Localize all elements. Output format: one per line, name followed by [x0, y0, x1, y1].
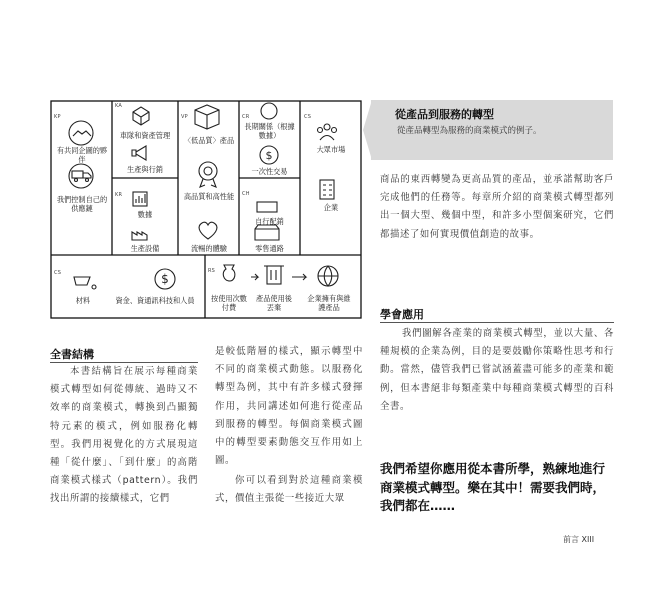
ka-marketing-label: 生產與行銷 [127, 165, 163, 174]
cs-enterprise-label: 企業 [323, 203, 339, 212]
kr-data-label: 數據 [137, 210, 153, 219]
people-icon [324, 124, 330, 130]
kp-partners-label: 有共同企圖的夥伴 [56, 146, 108, 164]
cost-resources-label: 資金、資通訊科技和人員 [115, 296, 195, 305]
megaphone-icon [132, 146, 146, 160]
page-footer: 前言 XIII [563, 535, 595, 544]
summary-paragraph: 本書結構旨在展示每種商業模式轉型如何從傳統、過時又不效率的商業模式，轉換到凸顯獨特元素的模式，例如服務化轉型。我們用視覺化的方式展現這種「從什麼」、「到什麼」的高階商業模式樣式（pattern）。我們找出所謂的接續樣式，它們 [50, 366, 198, 505]
code-cr: CR [242, 114, 250, 120]
money-bag-icon [223, 265, 235, 281]
middle-paragraph-1: 是較低階層的樣式，顯示轉型中不同的商業模式動態。以服務化轉型為例，其中有許多樣式發揮作用，共同講述如何進行從產品到服務的轉型。每個商業模式圖中的轉型要素動態交互作用如上圖。 [215, 346, 363, 467]
factory-icon [132, 232, 147, 240]
arrow-icon-1 [251, 274, 258, 280]
callout-title: 從產品到服務的轉型 [395, 108, 494, 121]
ch-retail-label: 零售通路 [255, 244, 284, 253]
callout-body: 從產品轉型為服務的商業模式的例子。 [397, 126, 542, 136]
code-ka: KA [115, 103, 123, 109]
arrow-icon-2 [292, 274, 306, 280]
truck-small-icon [257, 202, 277, 212]
vp-quality-label: 高品質和高性能 [183, 192, 235, 201]
middle-paragraph-2: 你可以看到對於這種商業模式，價值主張從一些接近大眾 [215, 475, 363, 505]
truck-icon [69, 164, 93, 188]
code-ch: CH [242, 191, 250, 197]
kr-equipment-label: 生產設備 [130, 244, 160, 253]
cs-mass-label: 大眾市場 [316, 145, 346, 154]
right-intro-paragraph: 商品的東西轉變為更高品質的產品，並承諾幫助客戶完成他們的任務等。每章所介紹的商業模式轉型都列出一個大型、幾個中型，和許多小型個案研究，它們都描述了如何實現價值創造的故事。 [380, 174, 614, 240]
svg-text:$: $ [265, 149, 273, 162]
code-cost: CS [54, 270, 62, 276]
code-kr: KR [115, 192, 123, 198]
vp-experience-label: 流暢的體驗 [191, 244, 227, 253]
wheelbarrow-icon [74, 277, 90, 285]
learn-paragraph: 我們圖解各產業的商業模式轉型，並以大量、各種規模的企業為例，目的是要鼓勵你策略性思考和行動。當然，儘管我們已嘗試涵蓋盡可能多的產業和範例，但本書絕非每類產業中每種商業模式轉型的百科全書。 [380, 328, 614, 412]
closing-statement: 我們希望你應用從本書所學，熟練地進行商業模式轉型。樂在其中！需要我們時，我們都在…… [380, 461, 606, 513]
cr-transaction-label: 一次性交易 [251, 167, 288, 176]
business-model-canvas [50, 100, 362, 320]
svg-text:$: $ [161, 272, 169, 286]
code-cs: CS [304, 114, 312, 120]
cost-materials-label: 材料 [75, 296, 91, 305]
summary-heading: 全書結構 [50, 348, 94, 361]
loop-icon [261, 103, 277, 119]
trash-icon [267, 266, 281, 284]
award-icon [199, 162, 217, 180]
heart-icon [199, 222, 217, 239]
learn-heading-rule [380, 322, 614, 323]
kp-supply-label: 我們控制自己的供應鏈 [56, 195, 108, 213]
ch-distribution-label: 自行配銷 [255, 217, 284, 226]
vp-product-label: 〈低品質〉產品 [183, 136, 235, 145]
code-rs: RS [208, 268, 216, 274]
code-kp: KP [54, 114, 61, 120]
store-icon [255, 225, 279, 240]
rs-payperuse-label: 按使用次數付費 [211, 294, 247, 312]
code-vp: VP [181, 114, 188, 120]
learn-heading: 學會應用 [380, 308, 424, 321]
cr-relationship-label: 長期關係（根據數據） [244, 122, 295, 140]
rs-ownership-label: 企業擁有與維護產品 [307, 294, 351, 312]
rs-disposal-label: 產品使用後丟棄 [256, 294, 292, 312]
ka-fleet-label: 車隊和資產管理 [119, 131, 171, 140]
